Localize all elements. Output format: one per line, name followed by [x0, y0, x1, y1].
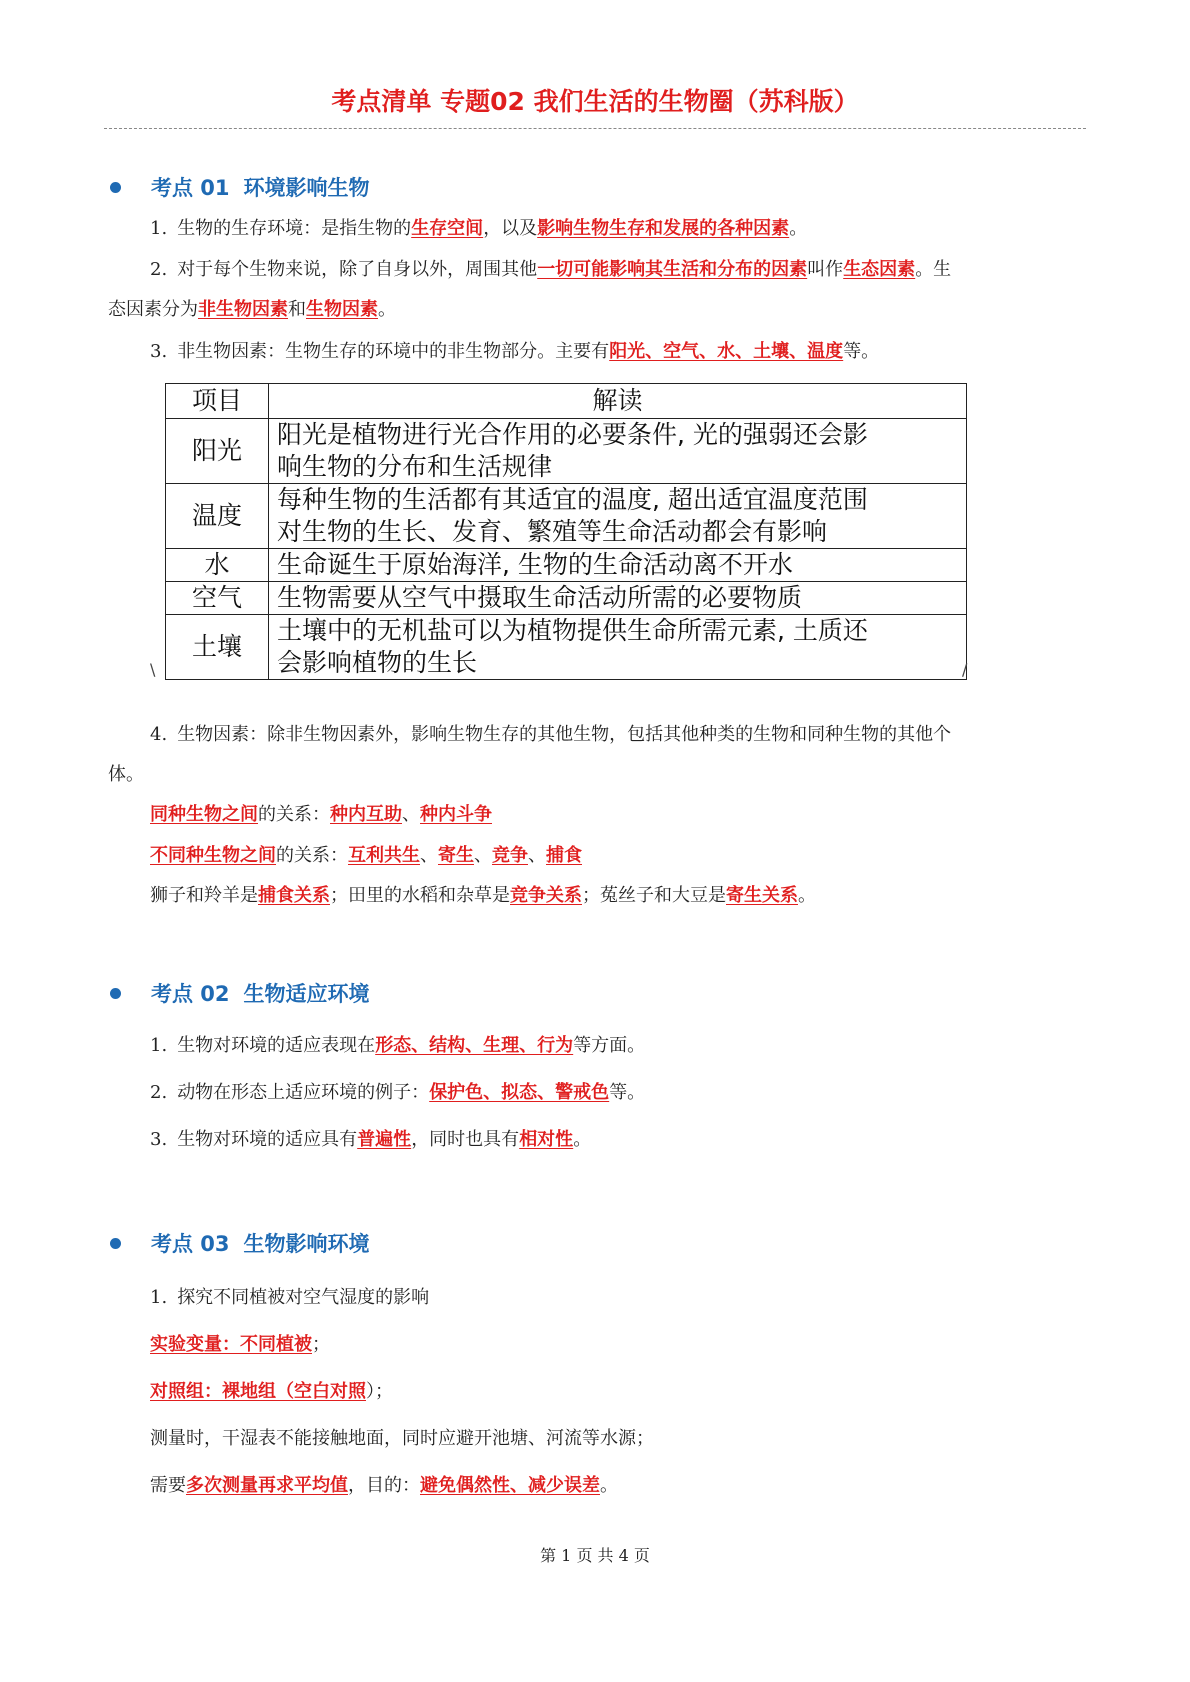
key-term: 多次测量再求平均值 [186, 1475, 348, 1496]
text: 生物的生存环境：是指生物的 [177, 218, 412, 239]
table-row [166, 549, 967, 582]
paragraph-continuation [108, 295, 396, 321]
table-header-cell: 解读 [269, 384, 967, 419]
paragraph [150, 1424, 654, 1450]
table-cell-key: 水 [166, 549, 269, 582]
paragraph [150, 255, 951, 281]
paragraph [150, 881, 816, 907]
section-name: 环境影响生物 [243, 176, 370, 200]
text: 的关系： [276, 845, 348, 866]
text: 等。 [843, 341, 880, 362]
paragraph [150, 1125, 591, 1151]
text: ，以及 [483, 218, 538, 239]
item-number: 2. [150, 259, 168, 280]
paragraph [150, 337, 879, 363]
key-term: 不同种生物之间 [150, 845, 276, 866]
table-cell-value: 生命诞生于原始海洋, 生物的生命活动离不开水 [269, 549, 967, 582]
paragraph [150, 1471, 618, 1497]
bullet-dot-icon [110, 182, 121, 193]
corner-mark-icon: \ [150, 660, 156, 679]
page-footer: 第 1 页 共 4 页 [540, 1546, 650, 1565]
bullet-dot-icon [110, 1238, 121, 1249]
text: ）； [366, 1381, 393, 1402]
text: 对于每个生物来说，除了自身以外，周围其他 [177, 259, 538, 280]
key-term: 生存空间 [411, 218, 484, 239]
paragraph [150, 841, 582, 867]
text: 。生 [915, 259, 952, 280]
table-cell-value: 生物需要从空气中摄取生命活动所需的必要物质 [269, 582, 967, 615]
section-number: 考点 01 [151, 176, 230, 200]
text: 。 [798, 885, 816, 906]
text: 、 [402, 804, 420, 825]
key-term: 种内斗争 [420, 804, 492, 825]
text: 需要 [150, 1475, 186, 1496]
table-row [166, 615, 967, 680]
key-term: 保护色、拟态、警戒色 [429, 1082, 610, 1103]
text: 、 [474, 845, 492, 866]
section-heading-2 [110, 978, 370, 1008]
key-term: 竞争 [492, 845, 528, 866]
text: 、 [528, 845, 546, 866]
text: 。 [378, 299, 396, 320]
table-cell-value [269, 615, 967, 680]
page-title: 考点清单 专题02 我们生活的生物圈（苏科版） [331, 87, 859, 116]
text: 每种生物的生活都有其适宜的温度, 超出适宜温度范围 [277, 485, 868, 514]
text: 探究不同植被对空气湿度的影响 [177, 1287, 430, 1308]
key-term: 同种生物之间 [150, 804, 258, 825]
table-cell-key: 空气 [166, 582, 269, 615]
item-number: 4. [150, 724, 168, 745]
key-term: 阳光、空气、水、土壤、温度 [609, 341, 844, 362]
text: 、 [420, 845, 438, 866]
paragraph [150, 720, 951, 746]
key-term: 生态因素 [843, 259, 916, 280]
table-header-cell: 项目 [166, 384, 269, 419]
section-name: 生物适应环境 [243, 982, 370, 1006]
paragraph [150, 1377, 393, 1403]
key-term: 竞争关系 [510, 885, 582, 906]
text: ； [312, 1334, 330, 1355]
item-number: 2. [150, 1082, 168, 1103]
paragraph [150, 1283, 429, 1309]
key-term: 捕食 [546, 845, 582, 866]
key-term: 相对性 [519, 1129, 574, 1150]
text: 等方面。 [573, 1035, 646, 1056]
factor-table [165, 383, 967, 680]
key-term: 寄生关系 [726, 885, 798, 906]
text: 非生物因素：生物生存的环境中的非生物部分。主要有 [177, 341, 610, 362]
table-cell-key: 温度 [166, 484, 269, 549]
paragraph-continuation [108, 760, 144, 786]
text: 体。 [108, 764, 144, 785]
section-heading-1 [110, 172, 370, 202]
text: 对生物的生长、发育、繁殖等生命活动都会有影响 [277, 517, 828, 546]
key-term: 非生物因素 [198, 299, 288, 320]
table-row [166, 582, 967, 615]
table-row [166, 484, 967, 549]
text: 阳光是植物进行光合作用的必要条件, 光的强弱还会影 [277, 420, 868, 449]
text: 态因素分为 [108, 299, 198, 320]
text: ；田里的水稻和杂草是 [330, 885, 510, 906]
bullet-dot-icon [110, 988, 121, 999]
text: 。 [789, 218, 808, 239]
item-number: 3. [150, 1129, 168, 1150]
text: ；菟丝子和大豆是 [582, 885, 726, 906]
section-number: 考点 03 [151, 1232, 230, 1256]
key-term: 互利共生 [348, 845, 420, 866]
paragraph [150, 1330, 330, 1356]
key-term: 生物因素 [306, 299, 378, 320]
paragraph [150, 1078, 645, 1104]
table-header-row [166, 384, 967, 419]
title-divider [104, 128, 1086, 129]
item-number: 1. [150, 1035, 168, 1056]
table-cell-key: 土壤 [166, 615, 269, 680]
key-term: 对照组：裸地组（空白对照 [150, 1381, 366, 1402]
section-heading-3 [110, 1228, 370, 1258]
text: 叫作 [807, 259, 844, 280]
text: 响生物的分布和生活规律 [277, 452, 553, 481]
text: 动物在形态上适应环境的例子： [177, 1082, 430, 1103]
key-term: 实验变量：不同植被 [150, 1334, 312, 1355]
table-cell-value [269, 419, 967, 484]
text: 和 [288, 299, 306, 320]
item-number: 3. [150, 341, 168, 362]
text: 生物对环境的适应表现在 [177, 1035, 376, 1056]
text: ，目的： [348, 1475, 420, 1496]
item-number: 1. [150, 218, 168, 239]
key-term: 一切可能影响其生活和分布的因素 [537, 259, 808, 280]
corner-mark-icon: / [962, 660, 968, 679]
key-term: 形态、结构、生理、行为 [375, 1035, 574, 1056]
text: 狮子和羚羊是 [150, 885, 258, 906]
text: 会影响植物的生长 [277, 648, 478, 677]
section-number: 考点 02 [151, 982, 230, 1006]
key-term: 捕食关系 [258, 885, 330, 906]
text: 。 [573, 1129, 592, 1150]
text: 等。 [609, 1082, 646, 1103]
key-term: 影响生物生存和发展的各种因素 [537, 218, 790, 239]
paragraph [150, 1031, 645, 1057]
key-term: 寄生 [438, 845, 474, 866]
paragraph [150, 214, 807, 240]
key-term: 种内互助 [330, 804, 402, 825]
table-row [166, 419, 967, 484]
text: ，同时也具有 [411, 1129, 520, 1150]
text: 测量时，干湿表不能接触地面，同时应避开池塘、河流等水源； [150, 1428, 654, 1449]
text: 的关系： [258, 804, 330, 825]
table-cell-value [269, 484, 967, 549]
key-term: 普遍性 [357, 1129, 412, 1150]
text: 土壤中的无机盐可以为植物提供生命所需元素, 土质还 [277, 616, 868, 645]
key-term: 避免偶然性、减少误差 [420, 1475, 600, 1496]
text: 生物因素：除非生物因素外，影响生物生存的其他生物，包括其他种类的生物和同种生物的其他个 [177, 724, 952, 745]
text: 生物对环境的适应具有 [177, 1129, 358, 1150]
text: 。 [600, 1475, 618, 1496]
paragraph [150, 800, 492, 826]
table-cell-key: 阳光 [166, 419, 269, 484]
item-number: 1. [150, 1287, 168, 1308]
section-name: 生物影响环境 [243, 1232, 370, 1256]
